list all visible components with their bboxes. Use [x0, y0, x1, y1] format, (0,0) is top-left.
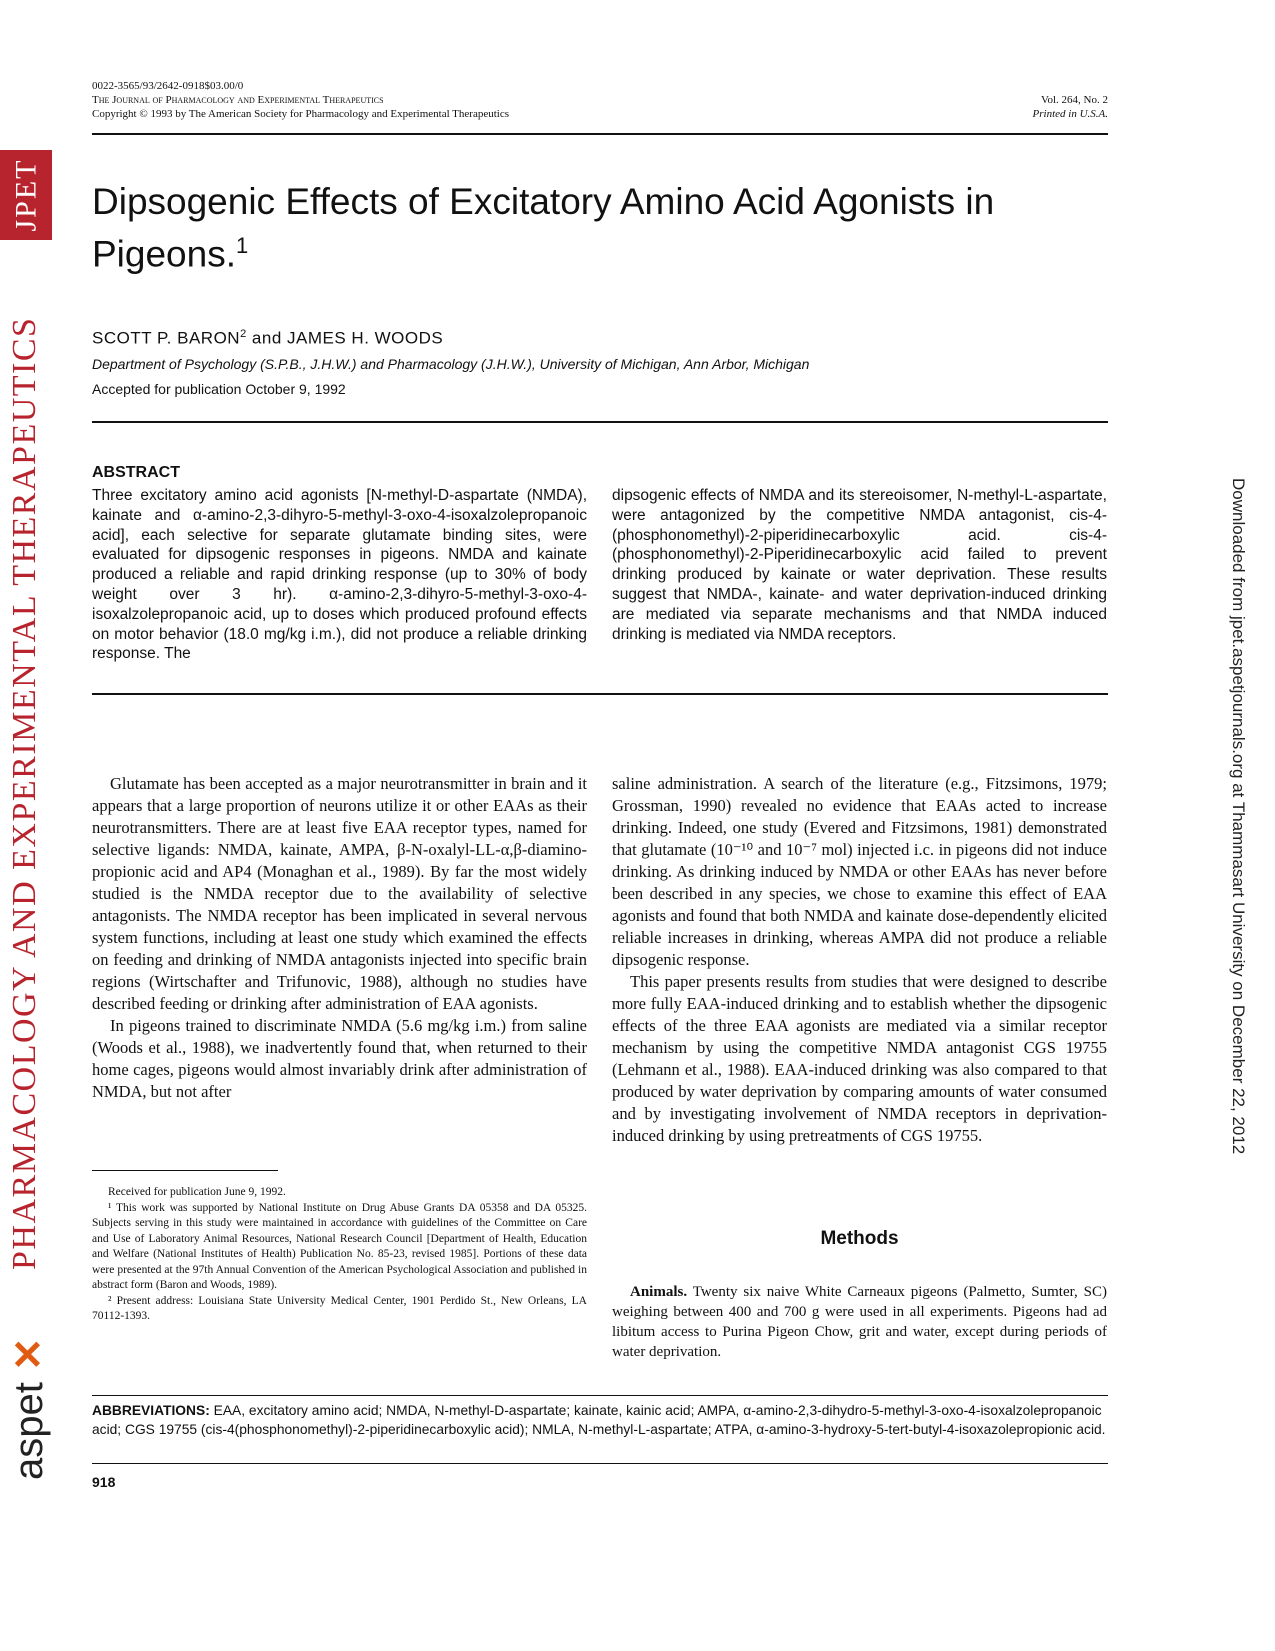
abbreviations	[92, 1401, 1108, 1439]
animals-section	[612, 1282, 1107, 1362]
author-baron: SCOTT P. BARON	[92, 328, 241, 348]
abbreviations-text: EAA, excitatory amino acid; NMDA, N-methyl-D-aspartate; kainate, kainic acid; AMPA, α-amino-2,3-dihydro-5-methyl-3-oxo-4-isoxalzolepropanoic acid; CGS 19755 (cis-4(phosphonomethyl)-2-piperidinecarboxylic acid); NMLA, N-methyl-L-aspartate; ATPA, α-amino-3-hydroxy-5-tert-butyl-4-isoxazolepropionic acid.	[92, 1403, 1106, 1437]
abbreviations-label: ABBREVIATIONS:	[92, 1403, 210, 1418]
copyright-line: Copyright © 1993 by The American Society for Pharmacology and Experimental Therapeutics	[92, 108, 509, 120]
intro-paragraph-1: Glutamate has been accepted as a major neurotransmitter in brain and it appears that a large proportion of neurons utilize it or other EAAs as their neurotransmitters. There are at least five EAA receptor types, named for selective ligands: NMDA, kainate, AMPA, β-N-oxalyl-LL-α,β-diamino-propionic acid and AP4 (Monaghan et al., 1989). By far the most widely studied is the NMDA receptor due to the availability of selective antagonists. The NMDA receptor has been implicated in several nervous system functions, including at least one study which examined the effects on feeding and drinking of NMDA antagonists injected into specific brain regions (Wirtschafter and Trifunovic, 1988), although no studies have described feeding or drinking after administration of EAA agonists.	[92, 774, 587, 1013]
volume-number: Vol. 264, No. 2	[1040, 94, 1108, 106]
title-divider	[92, 421, 1108, 423]
abbreviations-bottom-rule	[92, 1463, 1108, 1464]
printed-location: Printed in U.S.A.	[1032, 108, 1108, 120]
abstract-column-left: Three excitatory amino acid agonists [N-methyl-D-aspartate (NMDA), kainate and α-amino-2,3-dihyro-5-methyl-3-oxo-4-isoxalzolepropanoic acid], each selective for separate glutamate binding sites, were evaluated for dipsogenic responses in pigeons. NMDA and kainate produced a reliable and rapid drinking response (up to 30% of body weight over 3 hr). α-amino-2,3-dihyro-5-methyl-3-oxo-4-isoxalzolepropanoic acid, up to doses which produced profound effects on motor behavior (18.0 mg/kg i.m.), did not produce a reliable drinking response. The	[92, 487, 587, 663]
intro-paragraph-4: This paper presents results from studies that were designed to describe more fully EAA-induced drinking and to establish whether the dipsogenic effects of the three EAA agonists are mediated via a similar receptor mechanism by using the competitive NMDA antagonist CGS 19755 (Lehmann et al., 1988). EAA-induced drinking was also compared to that produced by water deprivation by comparing amounts of water consumed and by investigating involvement of NMDA receptors in deprivation-induced drinking by using pretreatments of CGS 19755.	[612, 972, 1107, 1145]
footnotes	[92, 1185, 587, 1325]
body-column-right	[612, 773, 1107, 1147]
abbreviations-top-rule	[92, 1395, 1108, 1396]
author-joiner: and	[246, 328, 288, 348]
author-woods: JAMES H. WOODS	[287, 328, 444, 348]
abstract-column-right: dipsogenic effects of NMDA and its stereoisomer, N-methyl-L-aspartate, were antagonized by the competitive NMDA antagonist, cis-4-(phosphonomethyl)-2-piperidinecarboxylic acid. cis-4-(phosphonomethyl)-2-Piperidinecarboxylic acid failed to prevent drinking produced by kainate or water deprivation. These results suggest that NMDA-, kainate- and water deprivation-induced drinking are mediated via separate mechanisms and that NMDA induced drinking is mediated via NMDA receptors.	[612, 487, 1107, 643]
volume-info	[1033, 93, 1108, 121]
received-date: Received for publication June 9, 1992.	[108, 1186, 286, 1198]
abstract-heading: ABSTRACT	[92, 464, 180, 481]
aspet-logo-mark: ✕	[7, 1337, 51, 1383]
aspet-logo-text: aspet	[7, 1382, 51, 1480]
footnote-1: ¹ This work was supported by National Institute on Drug Abuse Grants DA 05358 and DA 05325. Subjects serving in this study were maintained in accordance with guidelines of the Committee on Care and Use of Laboratory Animal Resources, National Research Council [Department of Health, Education and Welfare (National Institutes of Health) Publication No. 85-23, revised 1985]. Portions of these data were presented at the 97th Annual Convention of the American Psychological Association and published in abstract form (Baron and Woods, 1989).	[92, 1201, 587, 1291]
accepted-date: Accepted for publication October 9, 1992	[92, 381, 346, 397]
article-title-text: Dipsogenic Effects of Excitatory Amino Acid Agonists in Pigeons.	[92, 181, 995, 275]
intro-paragraph-2: In pigeons trained to discriminate NMDA (5.6 mg/kg i.m.) from saline (Woods et al., 1988), we inadvertently found that, when returned to their home cages, pigeons would almost invariably drink after administration of NMDA, but not after	[92, 1016, 587, 1101]
aspet-logo	[6, 1338, 52, 1481]
affiliation: Department of Psychology (S.P.B., J.H.W.) and Pharmacology (J.H.W.), University of Michigan, Ann Arbor, Michigan	[92, 356, 810, 372]
jpet-logo	[0, 150, 52, 240]
author-list	[92, 328, 443, 349]
body-column-left	[92, 773, 587, 1103]
footnote-divider	[92, 1170, 278, 1171]
intro-paragraph-3: saline administration. A search of the literature (e.g., Fitzsimons, 1979; Grossman, 1990) revealed no evidence that EAAs acted to increase drinking. Indeed, one study (Evered and Fitzsimons, 1981) demonstrated that glutamate (10⁻¹⁰ and 10⁻⁷ mol) injected i.c. in pigeons did not induce drinking. As drinking induced by NMDA or other EAAs has never before been described in any species, we chose to examine this effect of EAA agonists and found that both NMDA and kainate dose-dependently elicited reliable increases in drinking, whereas AMPA did not produce a reliable dipsogenic response.	[612, 774, 1107, 969]
footnote-2: ² Present address: Louisiana State University Medical Center, 1901 Perdido St., New Orleans, LA 70112-1393.	[92, 1294, 587, 1322]
methods-heading: Methods	[820, 1228, 899, 1249]
animals-label: Animals.	[630, 1284, 688, 1300]
journal-name: The Journal of Pharmacology and Experimental Therapeutics	[92, 94, 384, 106]
article-title	[92, 180, 1052, 276]
journal-vertical-title: PHARMACOLOGY AND EXPERIMENTAL THERAPEUTICS	[6, 316, 43, 1270]
animals-text: Twenty six naive White Carneaux pigeons (Palmetto, Sumter, SC) weighing between 400 and 700 g were used in all experiments. Pigeons had ad libitum access to Purina Pigeon Chow, grit and water, except during periods of water deprivation.	[612, 1284, 1107, 1360]
header-divider	[92, 133, 1108, 135]
issn-code: 0022-3565/93/2642-0918$03.00/0	[92, 80, 244, 92]
title-footnote-mark: 1	[236, 233, 249, 258]
journal-header	[92, 79, 509, 121]
download-note: Downloaded from jpet.aspetjournals.org at Thammasart University on December 22, 2012	[1229, 478, 1248, 1155]
page-number: 918	[92, 1474, 116, 1490]
jpet-logo-text: JPET	[9, 158, 43, 232]
abstract-divider	[92, 693, 1108, 695]
author-footnote-mark: 2	[240, 328, 247, 340]
